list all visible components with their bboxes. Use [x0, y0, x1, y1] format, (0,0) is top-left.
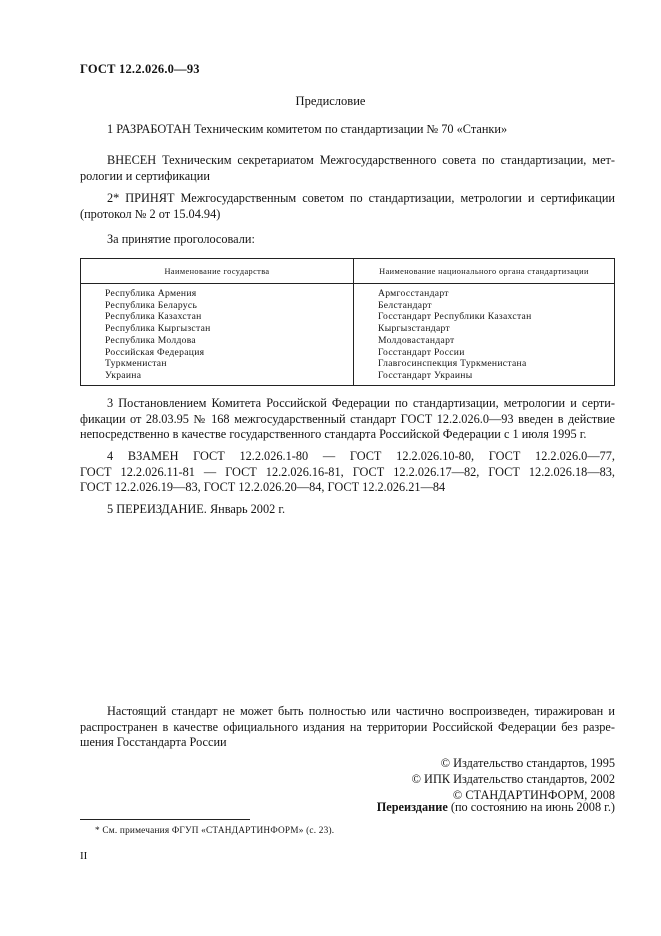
paragraph-adopted — [80, 191, 615, 222]
paragraph-copyright-notice-line1: Настоящий стандарт не может быть полностью или частично воспроизведен, тиражирован и — [107, 704, 615, 718]
copyright-line-2002: © ИПК Издательство стандартов, 2002 — [411, 772, 615, 786]
reissue-status — [377, 800, 615, 815]
table-cell-state: Республика Молдова — [105, 334, 196, 346]
table-cell-state: Республика Армения — [105, 288, 197, 299]
copyright-line-2008: © СТАНДАРТИНФОРМ, 2008 — [452, 788, 615, 802]
table-body-row — [81, 284, 615, 386]
paragraph-replaces-line1: 4 ВЗАМЕН ГОСТ 12.2.026.1-80 — ГОСТ 12.2.026.10-80, ГОСТ 12.2.026.0—77, — [107, 449, 615, 463]
table-cell-state: Республика Казахстан — [105, 311, 202, 323]
paragraph-introduced — [80, 153, 615, 184]
paragraph-copyright-notice — [80, 704, 615, 751]
document-header-code: ГОСТ 12.2.026.0—93 — [80, 62, 200, 76]
paragraph-voted: За принятие проголосовали: — [107, 232, 255, 246]
table-cell-state: Республика Беларусь — [105, 299, 198, 311]
reissue-date: (по состоянию на июнь 2008 г.) — [447, 800, 615, 814]
copyright-line-1995: © Издательство стандартов, 1995 — [440, 756, 615, 770]
table-cell-state: Российская Федерация — [105, 346, 205, 358]
paragraph-resolution-line2: фикации от 28.03.95 № 168 межгосударственный стандарт ГОСТ 12.2.026.0—93 введен в действие — [80, 411, 615, 426]
paragraph-reissue: 5 ПЕРЕИЗДАНИЕ. Январь 2002 г. — [107, 502, 286, 516]
table-cell-body: Белстандарт — [378, 299, 432, 311]
paragraph-copyright-notice-line2: распространен в качестве официального издания на территории Российской Федерации без разре- — [80, 719, 615, 734]
table-cell-body: Армгосстандарт — [378, 288, 449, 299]
paragraph-resolution — [80, 396, 615, 443]
table-cell-body: Главгосинспекция Туркменистана — [378, 358, 527, 370]
table-cell-body: Госстандарт Украины — [378, 369, 473, 381]
table-cell-body: Кыргызстандарт — [378, 323, 450, 335]
paragraph-adopted-line2: (протокол № 2 от 15.04.94) — [80, 206, 221, 221]
footnote-divider — [80, 819, 250, 820]
state-names-cell — [81, 284, 354, 386]
table-cell-body: Молдовастандарт — [378, 334, 455, 346]
table-cell-state: Туркменистан — [105, 358, 167, 370]
page-number: II — [80, 850, 88, 862]
paragraph-introduced-line2: рологии и сертификации — [80, 168, 210, 183]
table-cell-state: Республика Кыргызстан — [105, 323, 211, 335]
paragraph-copyright-notice-line3: шения Госстандарта России — [80, 735, 227, 750]
paragraph-replaces — [80, 449, 615, 496]
paragraph-adopted-line1: 2* ПРИНЯТ Межгосударственным советом по стандартизации, метрологии и сертификации — [107, 191, 615, 205]
section-title: Предисловие — [295, 94, 366, 108]
standards-bodies-cell — [354, 284, 615, 386]
table-cell-state: Украина — [105, 369, 142, 381]
paragraph-replaces-line2: ГОСТ 12.2.026.11-81 — ГОСТ 12.2.026.16-81, ГОСТ 12.2.026.17—82, ГОСТ 12.2.026.18—83, — [80, 464, 615, 479]
table-header-state: Наименование государства — [81, 259, 354, 284]
reissue-label: Переиздание — [376, 800, 448, 814]
table-cell-body: Госстандарт России — [378, 346, 465, 358]
paragraph-resolution-line3: непосредственно в качестве государственного стандарта Российской Федерации с 1 июля 1995 г. — [80, 427, 587, 442]
table-header-body: Наименование национального органа стандартизации — [354, 259, 615, 284]
footnote: * См. примечания ФГУП «СТАНДАРТИНФОРМ» (с. 23). — [95, 826, 335, 836]
paragraph-resolution-line1: 3 Постановлением Комитета Российской Федерации по стандартизации, метрологии и серти- — [107, 396, 615, 410]
paragraph-replaces-line3: ГОСТ 12.2.026.19—83, ГОСТ 12.2.026.20—84, ГОСТ 12.2.026.21—84 — [80, 480, 446, 495]
paragraph-introduced-line1: ВНЕСЕН Техническим секретариатом Межгосударственного совета по стандартизации, мет- — [107, 153, 615, 167]
paragraph-developed: 1 РАЗРАБОТАН Техническим комитетом по стандартизации № 70 «Станки» — [107, 122, 508, 136]
table-cell-body: Госстандарт Республики Казахстан — [378, 311, 532, 323]
table-header-row — [81, 259, 615, 284]
voting-states-table — [80, 258, 615, 386]
